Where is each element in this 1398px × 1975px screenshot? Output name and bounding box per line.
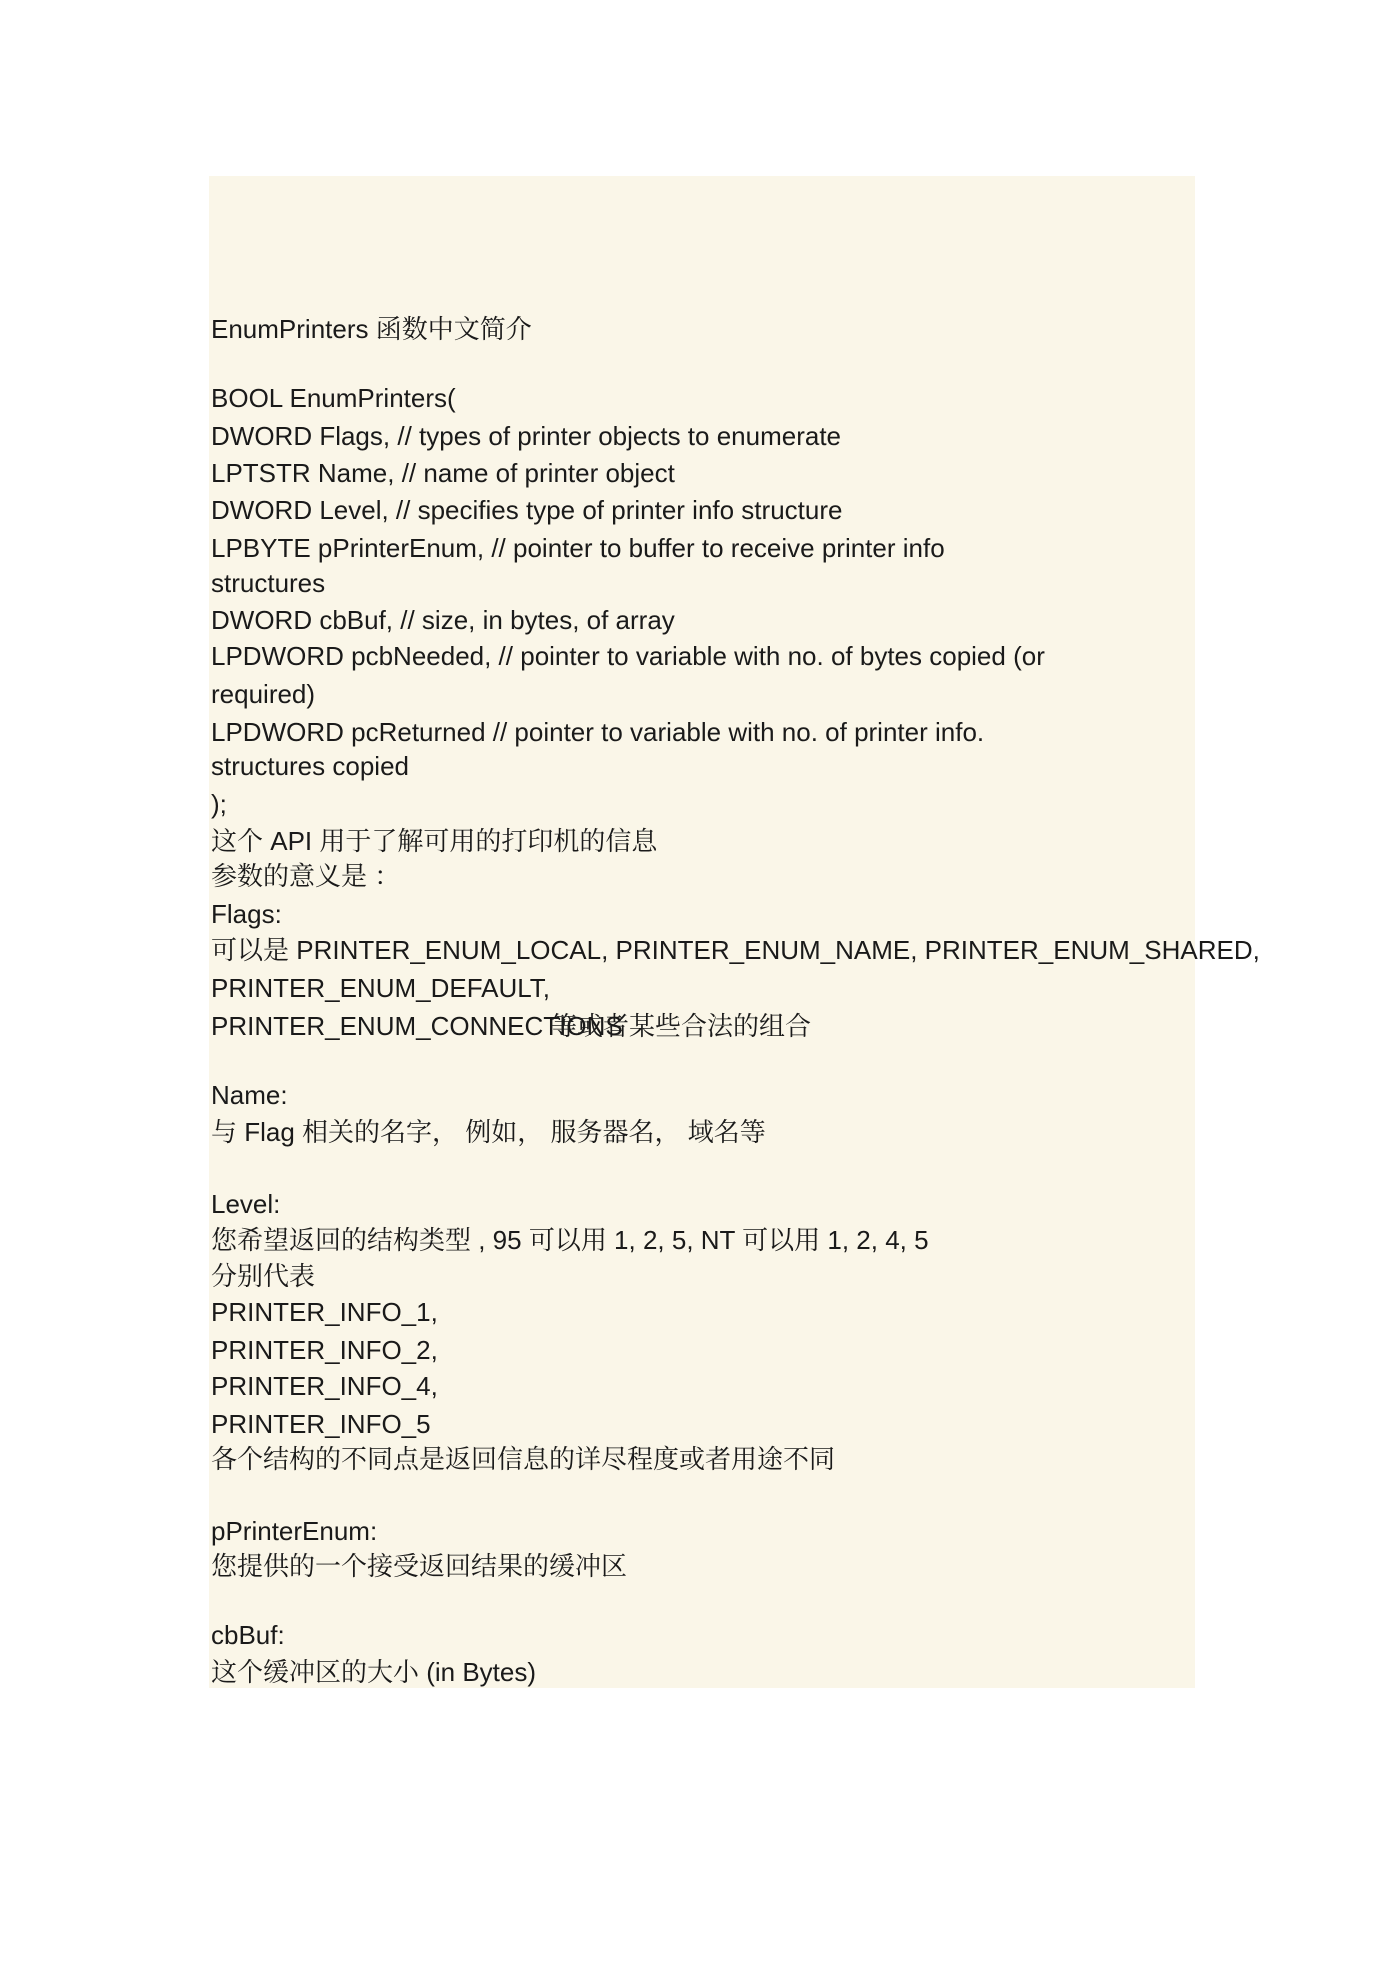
level-item: PRINTER_INFO_1, <box>211 1297 438 1327</box>
name-label: Name: <box>211 1080 288 1110</box>
flags-line-overlap: 等或者某些合法的组合 <box>551 1011 812 1041</box>
flags-label: Flags: <box>211 899 282 929</box>
pprinterenum-label: pPrinterEnum: <box>211 1516 378 1546</box>
signature-line: structures copied <box>211 751 409 781</box>
pprinterenum-desc: 您提供的一个接受返回结果的缓冲区 <box>211 1551 628 1581</box>
signature-line: DWORD cbBuf, // size, in bytes, of array <box>211 605 675 635</box>
level-item: PRINTER_INFO_4, <box>211 1371 438 1401</box>
level-item: PRINTER_INFO_5 <box>211 1409 431 1439</box>
level-item: PRINTER_INFO_2, <box>211 1335 438 1365</box>
signature-line: LPTSTR Name, // name of printer object <box>211 458 675 488</box>
cbbuf-desc: 这个缓冲区的大小 (in Bytes) <box>211 1657 537 1687</box>
level-represent: 分别代表 <box>211 1261 316 1291</box>
doc-title: EnumPrinters 函数中文简介 <box>211 314 532 344</box>
signature-line: structures <box>211 568 326 598</box>
level-label: Level: <box>211 1189 281 1219</box>
cbbuf-label: cbBuf: <box>211 1620 285 1650</box>
signature-line: LPDWORD pcReturned // pointer to variable with no. of printer info. <box>211 717 985 747</box>
signature-line: ); <box>211 789 227 819</box>
level-desc: 您希望返回的结构类型 , 95 可以用 1, 2, 5, NT 可以用 1, 2, 4, 5 <box>211 1225 929 1255</box>
signature-line: BOOL EnumPrinters( <box>211 383 456 413</box>
level-note: 各个结构的不同点是返回信息的详尽程度或者用途不同 <box>211 1444 836 1474</box>
signature-line: required) <box>211 679 316 709</box>
signature-line: DWORD Flags, // types of printer objects to enumerate <box>211 421 842 451</box>
signature-line: LPDWORD pcbNeeded, // pointer to variable with no. of bytes copied (or <box>211 641 1045 671</box>
signature-line: DWORD Level, // specifies type of printer info structure <box>211 495 843 525</box>
flags-line: PRINTER_ENUM_DEFAULT, <box>211 973 551 1003</box>
intro-text: 这个 API 用于了解可用的打印机的信息 <box>211 826 658 856</box>
signature-line: LPBYTE pPrinterEnum, // pointer to buffer to receive printer info <box>211 533 945 563</box>
params-heading: 参数的意义是 ： <box>211 861 401 891</box>
flags-line: 可以是 PRINTER_ENUM_LOCAL, PRINTER_ENUM_NAME, PRINTER_ENUM_SHARED, <box>211 935 1260 965</box>
flags-line: PRINTER_ENUM_CONNECTIONS <box>211 1011 623 1041</box>
name-desc: 与 Flag 相关的名字， 例如， 服务器名， 域名等 <box>211 1117 766 1147</box>
